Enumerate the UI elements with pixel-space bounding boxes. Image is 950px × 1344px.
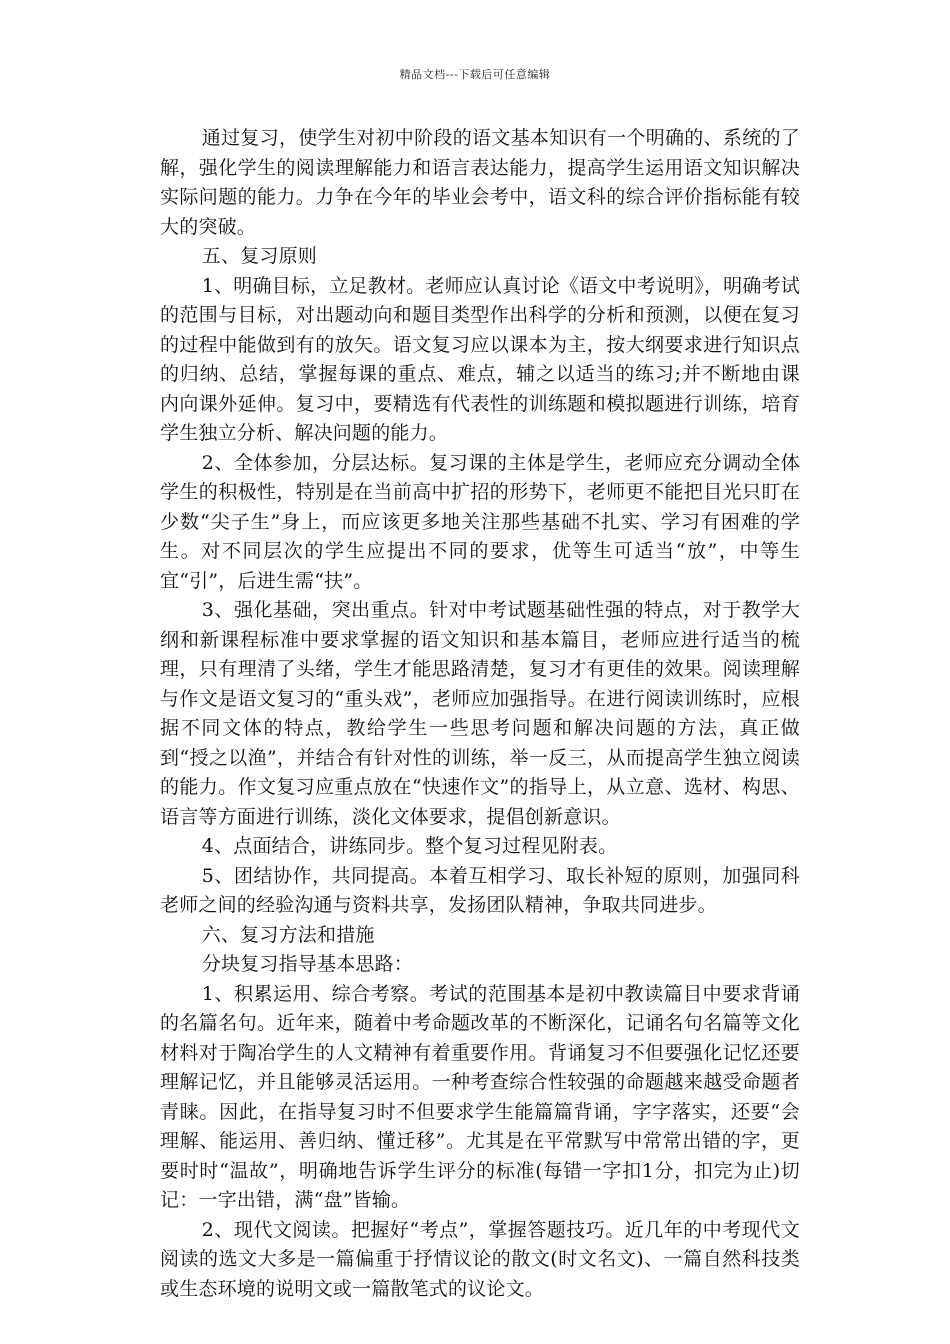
section-heading-review-principles: 五、复习原则 [201,245,317,267]
paragraph-method-1: 1、积累运用、综合考察。考试的范围基本是初中教读篇目中要求背诵的名篇名句。近年来，随着中考命题改革的不断深化，记诵名句名篇等文化材料对于陶冶学生的人文精神有着重要作用。背诵复习不但要强化记忆还要理解记忆，并且能够灵活运用。一种考查综合性较强的命题越来越受命题者青睐。因此，在指导复习时不但要求学生能篇篇背诵，字字落实，还要“会理解、能运用、善归纳、懂迁移”。尤其是在平常默写中常常出错的字，更要时时“温故”，明确地告诉学生评分的标准(每错一字扣1分，扣完为止)切记：一字出错，满“盘”皆输。 [160,982,800,1211]
paragraph-principle-1: 1、明确目标，立足教材。老师应认真讨论《语文中考说明》，明确考试的范围与目标，对出题动向和题目类型作出科学的分析和预测，以便在复习的过程中能做到有的放矢。语文复习应以课本为主，按大纲要求进行知识点的归纳、总结，掌握每课的重点、难点，辅之以适当的练习;并不断地由课内向课外延伸。复习中，要精选有代表性的训练题和模拟题进行训练，培育学生独立分析、解决问题的能力。 [160,274,800,444]
paragraph-principle-4: 4、点面结合，讲练同步。整个复习过程见附表。 [201,835,618,857]
paragraph-principle-2: 2、全体参加，分层达标。复习课的主体是学生，老师应充分调动全体学生的积极性，特别是在当前高中扩招的形势下，老师更不能把目光只盯在少数“尖子生”身上，而应该更多地关注那些基础不扎实、学习有困难的学生。对不同层次的学生应提出不同的要求，优等生可适当“放”，中等生宜“引”，后进生需“扶”。 [160,451,800,592]
paragraph-principle-5: 5、团结协作，共同提高。本着互相学习、取长补短的原则，加强同科老师之间的经验沟通与资料共享，发扬团队精神，争取共同进步。 [160,864,800,916]
subheading-block-guidance: 分块复习指导基本思路： [201,953,413,975]
paragraph-method-2: 2、现代文阅读。把握好“考点”，掌握答题技巧。近几年的中考现代文阅读的选文大多是一篇偏重于抒情议论的散文(时文名文)、一篇自然科技类或生态环境的说明文或一篇散笔式的议论文。 [160,1218,800,1300]
paragraph-review-goal: 通过复习，使学生对初中阶段的语文基本知识有一个明确的、系统的了解，强化学生的阅读理解能力和语言表达能力，提高学生运用语文知识解决实际问题的能力。力争在今年的毕业会考中，语文科的综合评价指标能有较大的突破。 [160,127,800,238]
page-header: 精品文档---下载后可任意编辑 [399,68,551,81]
section-heading-methods: 六、复习方法和措施 [201,923,375,946]
document-body [160,124,800,1304]
paragraph-principle-3: 3、强化基础，突出重点。针对中考试题基础性强的特点，对于教学大纲和新课程标准中要求掌握的语文知识和基本篇目，老师应进行适当的梳理，只有理清了头绪，学生才能思路清楚，复习才有更佳的效果。阅读理解与作文是语文复习的“重头戏”，老师应加强指导。在进行阅读训练时，应根据不同文体的特点，教给学生一些思考问题和解决问题的方法，真正做到“授之以渔”，并结合有针对性的训练，举一反三，从而提高学生独立阅读的能力。作文复习应重点放在“快速作文”的指导上，从立意、选材、构思、语言等方面进行训练，淡化文体要求，提倡创新意识。 [160,599,800,828]
